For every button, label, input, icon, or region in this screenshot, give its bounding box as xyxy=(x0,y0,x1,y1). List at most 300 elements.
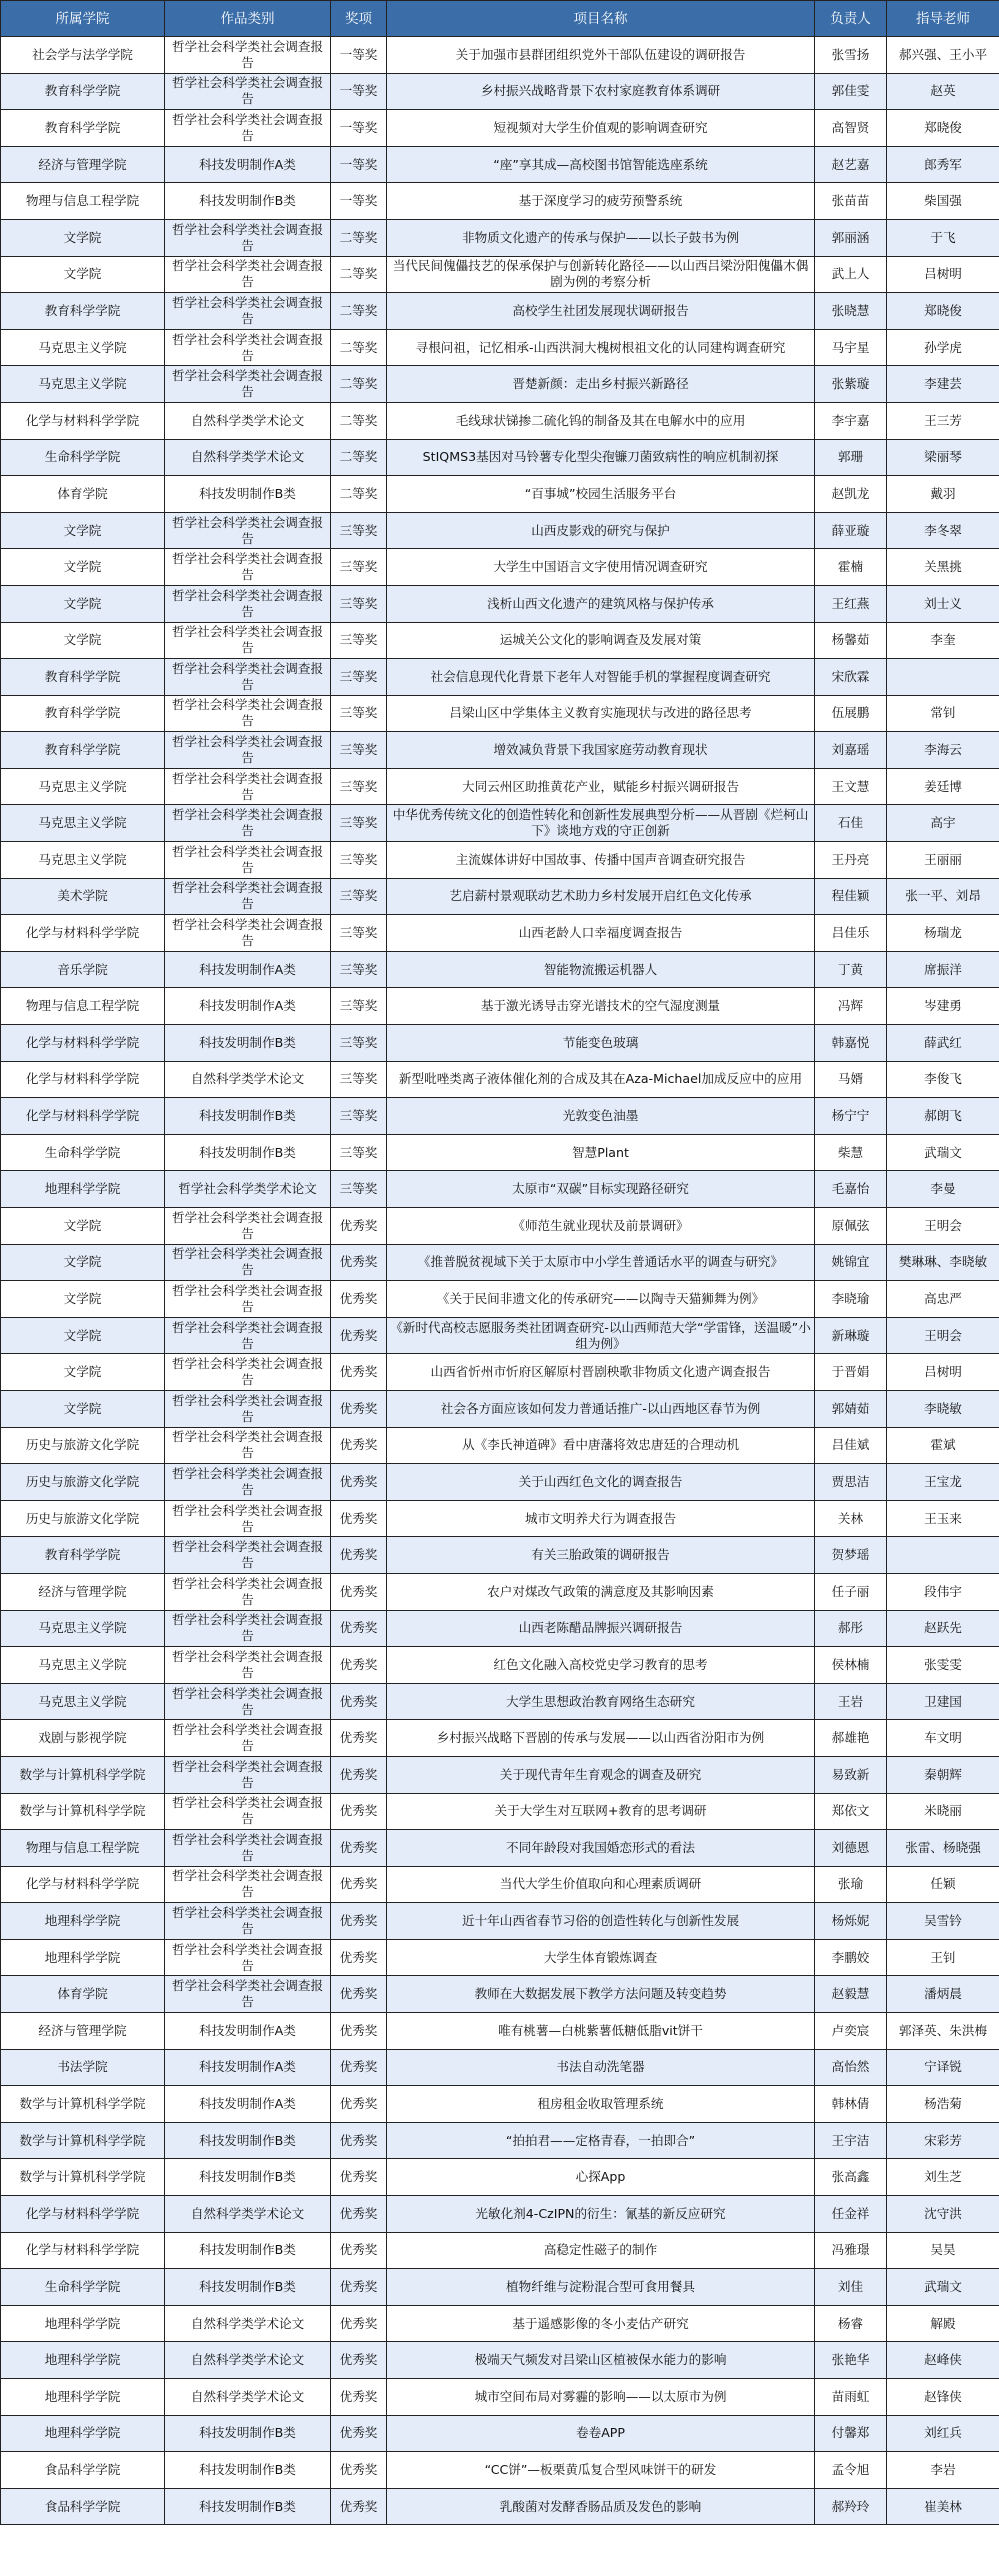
award-cell: 优秀奖 xyxy=(331,1756,387,1793)
college-cell: 文学院 xyxy=(1,1390,165,1427)
table-row xyxy=(1,366,999,403)
category-cell: 自然科学类学术论文 xyxy=(165,1061,331,1098)
table-row xyxy=(1,37,999,74)
leader-cell: 张高鑫 xyxy=(815,2159,887,2196)
award-cell: 一等奖 xyxy=(331,146,387,183)
table-row xyxy=(1,1390,999,1427)
category-cell: 哲学社会科学类社会调查报告 xyxy=(165,1647,331,1684)
college-cell: 化学与材料科学学院 xyxy=(1,915,165,952)
award-cell: 优秀奖 xyxy=(331,1427,387,1464)
advisor-cell: 张雷、杨晓强 xyxy=(887,1830,999,1867)
leader-cell: 张瑜 xyxy=(815,1866,887,1903)
college-cell: 文学院 xyxy=(1,219,165,256)
leader-cell: 韩嘉悦 xyxy=(815,1025,887,1062)
leader-cell: 霍楠 xyxy=(815,549,887,586)
leader-cell: 赵凯龙 xyxy=(815,476,887,513)
leader-cell: 刘德恩 xyxy=(815,1830,887,1867)
advisor-cell: 李晓敏 xyxy=(887,1390,999,1427)
project-name-cell: 浅析山西文化遗产的建筑风格与保护传承 xyxy=(387,585,815,622)
table-row xyxy=(1,1903,999,1940)
table-row xyxy=(1,2305,999,2342)
category-cell: 哲学社会科学类社会调查报告 xyxy=(165,1208,331,1245)
category-cell: 哲学社会科学类社会调查报告 xyxy=(165,1793,331,1830)
college-cell: 文学院 xyxy=(1,549,165,586)
category-cell: 自然科学类学术论文 xyxy=(165,439,331,476)
advisor-cell: 吴昊 xyxy=(887,2232,999,2269)
table-row xyxy=(1,2488,999,2525)
college-cell: 美术学院 xyxy=(1,878,165,915)
leader-cell: 任子丽 xyxy=(815,1573,887,1610)
project-name-cell: 艺启薪村景观联动艺术助力乡村发展开启红色文化传承 xyxy=(387,878,815,915)
award-cell: 一等奖 xyxy=(331,37,387,74)
award-cell: 三等奖 xyxy=(331,988,387,1025)
table-row xyxy=(1,1500,999,1537)
category-cell: 哲学社会科学类社会调查报告 xyxy=(165,110,331,147)
college-cell: 马克思主义学院 xyxy=(1,805,165,842)
table-row xyxy=(1,1939,999,1976)
project-name-cell: 运城关公文化的影响调查及发展对策 xyxy=(387,622,815,659)
award-cell: 优秀奖 xyxy=(331,1573,387,1610)
award-cell: 优秀奖 xyxy=(331,2269,387,2306)
category-cell: 自然科学类学术论文 xyxy=(165,2196,331,2233)
award-cell: 优秀奖 xyxy=(331,1903,387,1940)
project-name-cell: 教师在大数据发展下教学方法问题及转变趋势 xyxy=(387,1976,815,2013)
college-cell: 数学与计算机科学学院 xyxy=(1,1793,165,1830)
award-cell: 优秀奖 xyxy=(331,1464,387,1501)
table-row xyxy=(1,2196,999,2233)
award-cell: 优秀奖 xyxy=(331,2049,387,2086)
advisor-cell: 武瑞文 xyxy=(887,1134,999,1171)
leader-cell: 冯辉 xyxy=(815,988,887,1025)
table-row xyxy=(1,1976,999,2013)
table-row xyxy=(1,1866,999,1903)
project-name-cell: 毛线球状锑掺二硫化钨的制备及其在电解水中的应用 xyxy=(387,402,815,439)
college-cell: 经济与管理学院 xyxy=(1,2013,165,2050)
leader-cell: 吕佳乐 xyxy=(815,915,887,952)
category-cell: 哲学社会科学类学术论文 xyxy=(165,1171,331,1208)
advisor-cell: 张雯雯 xyxy=(887,1647,999,1684)
leader-cell: 韩林倩 xyxy=(815,2086,887,2123)
award-cell: 三等奖 xyxy=(331,549,387,586)
leader-cell: 张紫璇 xyxy=(815,366,887,403)
college-cell: 化学与材料科学学院 xyxy=(1,1025,165,1062)
table-row xyxy=(1,1244,999,1281)
college-cell: 文学院 xyxy=(1,622,165,659)
category-cell: 哲学社会科学类社会调查报告 xyxy=(165,732,331,769)
advisor-cell: 赵峰侠 xyxy=(887,2342,999,2379)
college-cell: 物理与信息工程学院 xyxy=(1,988,165,1025)
leader-cell: 于晋娟 xyxy=(815,1354,887,1391)
category-cell: 哲学社会科学类社会调查报告 xyxy=(165,1866,331,1903)
project-name-cell: 大学生体育锻炼调查 xyxy=(387,1939,815,1976)
award-cell: 优秀奖 xyxy=(331,1390,387,1427)
project-name-cell: 《师范生就业现状及前景调研》 xyxy=(387,1208,815,1245)
project-name-cell: 有关三胎政策的调研报告 xyxy=(387,1537,815,1574)
leader-cell: 张苗苗 xyxy=(815,183,887,220)
leader-cell: 王红燕 xyxy=(815,585,887,622)
award-cell: 二等奖 xyxy=(331,439,387,476)
table-row xyxy=(1,219,999,256)
header-row xyxy=(1,1,999,37)
college-cell: 数学与计算机科学学院 xyxy=(1,2159,165,2196)
college-cell: 文学院 xyxy=(1,1244,165,1281)
project-name-cell: StIQMS3基因对马铃薯专化型尖孢镰刀菌致病性的响应机制初探 xyxy=(387,439,815,476)
project-name-cell: 基于遥感影像的冬小麦估产研究 xyxy=(387,2305,815,2342)
advisor-cell: 赵锋侠 xyxy=(887,2379,999,2416)
table-row xyxy=(1,622,999,659)
project-name-cell: 当代民间傀儡技艺的保承保护与创新转化路径——以山西吕梁汾阳傀儡木偶剧为例的考察分析 xyxy=(387,256,815,293)
advisor-cell: 宁译锐 xyxy=(887,2049,999,2086)
college-cell: 物理与信息工程学院 xyxy=(1,183,165,220)
college-cell: 马克思主义学院 xyxy=(1,329,165,366)
advisor-cell: 崔美林 xyxy=(887,2488,999,2525)
category-cell: 哲学社会科学类社会调查报告 xyxy=(165,366,331,403)
award-cell: 优秀奖 xyxy=(331,2342,387,2379)
leader-cell: 伍展鹏 xyxy=(815,695,887,732)
college-cell: 文学院 xyxy=(1,1354,165,1391)
advisor-cell: 霍斌 xyxy=(887,1427,999,1464)
college-cell: 历史与旅游文化学院 xyxy=(1,1464,165,1501)
advisor-cell: 吕树明 xyxy=(887,1354,999,1391)
category-cell: 哲学社会科学类社会调查报告 xyxy=(165,329,331,366)
project-name-cell: 山西老陈醋品牌振兴调研报告 xyxy=(387,1610,815,1647)
leader-cell: 毛嘉怡 xyxy=(815,1171,887,1208)
college-cell: 教育科学学院 xyxy=(1,659,165,696)
award-cell: 二等奖 xyxy=(331,476,387,513)
advisor-cell: 秦朝辉 xyxy=(887,1756,999,1793)
category-cell: 科技发明制作B类 xyxy=(165,183,331,220)
college-cell: 化学与材料科学学院 xyxy=(1,1866,165,1903)
category-cell: 哲学社会科学类社会调查报告 xyxy=(165,512,331,549)
college-cell: 地理科学学院 xyxy=(1,2342,165,2379)
category-cell: 哲学社会科学类社会调查报告 xyxy=(165,878,331,915)
award-cell: 优秀奖 xyxy=(331,2488,387,2525)
table-row xyxy=(1,768,999,805)
category-cell: 哲学社会科学类社会调查报告 xyxy=(165,585,331,622)
advisor-cell: 王玉来 xyxy=(887,1500,999,1537)
project-name-cell: 山西省忻州市忻府区解原村晋剧秧歌非物质文化遗产调查报告 xyxy=(387,1354,815,1391)
leader-cell: 郭丽涵 xyxy=(815,219,887,256)
project-name-cell: 智慧Plant xyxy=(387,1134,815,1171)
college-cell: 马克思主义学院 xyxy=(1,1610,165,1647)
project-name-cell: 光敦变色油墨 xyxy=(387,1098,815,1135)
college-cell: 书法学院 xyxy=(1,2049,165,2086)
advisor-cell: 杨浩菊 xyxy=(887,2086,999,2123)
leader-cell: 张雪扬 xyxy=(815,37,887,74)
advisor-cell: 李奎 xyxy=(887,622,999,659)
category-cell: 自然科学类学术论文 xyxy=(165,2342,331,2379)
leader-cell: 郑依文 xyxy=(815,1793,887,1830)
table-row xyxy=(1,1683,999,1720)
table-row xyxy=(1,1830,999,1867)
advisor-cell: 郑晓俊 xyxy=(887,293,999,330)
award-cell: 三等奖 xyxy=(331,585,387,622)
leader-cell: 高智贤 xyxy=(815,110,887,147)
leader-cell: 王岩 xyxy=(815,1683,887,1720)
award-cell: 三等奖 xyxy=(331,659,387,696)
leader-cell: 郭珊 xyxy=(815,439,887,476)
award-cell: 二等奖 xyxy=(331,293,387,330)
table-row xyxy=(1,1208,999,1245)
project-name-cell: 基于深度学习的疲劳预警系统 xyxy=(387,183,815,220)
leader-cell: 易致新 xyxy=(815,1756,887,1793)
college-cell: 教育科学学院 xyxy=(1,73,165,110)
advisor-cell: 李俊飞 xyxy=(887,1061,999,1098)
category-cell: 科技发明制作B类 xyxy=(165,476,331,513)
college-cell: 化学与材料科学学院 xyxy=(1,402,165,439)
project-name-cell: 租房租金收取管理系统 xyxy=(387,2086,815,2123)
college-cell: 教育科学学院 xyxy=(1,1537,165,1574)
leader-cell: 宋欣霖 xyxy=(815,659,887,696)
award-cell: 优秀奖 xyxy=(331,1281,387,1318)
project-name-cell: 高稳定性磁子的制作 xyxy=(387,2232,815,2269)
advisor-cell xyxy=(887,659,999,696)
award-cell: 优秀奖 xyxy=(331,1830,387,1867)
category-cell: 科技发明制作B类 xyxy=(165,1025,331,1062)
category-cell: 哲学社会科学类社会调查报告 xyxy=(165,1464,331,1501)
project-name-cell: 短视频对大学生价值观的影响调查研究 xyxy=(387,110,815,147)
table-row xyxy=(1,1573,999,1610)
project-name-cell: 心探App xyxy=(387,2159,815,2196)
advisor-cell: 梁丽琴 xyxy=(887,439,999,476)
college-cell: 文学院 xyxy=(1,1208,165,1245)
college-cell: 数学与计算机科学学院 xyxy=(1,2122,165,2159)
leader-cell: 杨烁妮 xyxy=(815,1903,887,1940)
college-cell: 化学与材料科学学院 xyxy=(1,1061,165,1098)
award-cell: 三等奖 xyxy=(331,878,387,915)
project-name-cell: 新型吡唑类离子液体催化剂的合成及其在Aza-Michael加成反应中的应用 xyxy=(387,1061,815,1098)
college-cell: 地理科学学院 xyxy=(1,1939,165,1976)
advisor-cell: 杨瑞龙 xyxy=(887,915,999,952)
advisor-cell: 刘生芝 xyxy=(887,2159,999,2196)
advisor-cell: 赵英 xyxy=(887,73,999,110)
project-name-cell: 高校学生社团发展现状调研报告 xyxy=(387,293,815,330)
college-cell: 体育学院 xyxy=(1,476,165,513)
advisor-cell: 戴羽 xyxy=(887,476,999,513)
category-cell: 科技发明制作A类 xyxy=(165,951,331,988)
project-name-cell: 农户对煤改气政策的满意度及其影响因素 xyxy=(387,1573,815,1610)
category-cell: 哲学社会科学类社会调查报告 xyxy=(165,805,331,842)
project-name-cell: 社会信息现代化背景下老年人对智能手机的掌握程度调查研究 xyxy=(387,659,815,696)
table-row xyxy=(1,146,999,183)
leader-cell: 杨宁宁 xyxy=(815,1098,887,1135)
advisor-cell: 郎秀军 xyxy=(887,146,999,183)
category-cell: 科技发明制作A类 xyxy=(165,2049,331,2086)
table-row xyxy=(1,476,999,513)
category-cell: 哲学社会科学类社会调查报告 xyxy=(165,256,331,293)
advisor-cell: 吕树明 xyxy=(887,256,999,293)
leader-cell: 姚锦宜 xyxy=(815,1244,887,1281)
project-name-cell: 增效减负背景下我国家庭劳动教育现状 xyxy=(387,732,815,769)
leader-cell: 石佳 xyxy=(815,805,887,842)
award-cell: 优秀奖 xyxy=(331,1208,387,1245)
table-row xyxy=(1,732,999,769)
advisor-cell: 张一平、刘昂 xyxy=(887,878,999,915)
project-name-cell: “百事城”校园生活服务平台 xyxy=(387,476,815,513)
category-cell: 哲学社会科学类社会调查报告 xyxy=(165,1390,331,1427)
category-cell: 哲学社会科学类社会调查报告 xyxy=(165,73,331,110)
project-name-cell: “座”享其成—高校图书馆智能选座系统 xyxy=(387,146,815,183)
college-cell: 马克思主义学院 xyxy=(1,366,165,403)
leader-cell: 丁黄 xyxy=(815,951,887,988)
table-row xyxy=(1,110,999,147)
project-name-cell: 书法自动洗笔器 xyxy=(387,2049,815,2086)
project-name-cell: 当代大学生价值取向和心理素质调研 xyxy=(387,1866,815,1903)
leader-cell: 王文慧 xyxy=(815,768,887,805)
award-cell: 优秀奖 xyxy=(331,1793,387,1830)
advisor-cell: 郝朗飞 xyxy=(887,1098,999,1135)
leader-cell: 郭佳雯 xyxy=(815,73,887,110)
award-cell: 优秀奖 xyxy=(331,1939,387,1976)
category-cell: 哲学社会科学类社会调查报告 xyxy=(165,768,331,805)
project-name-cell: 近十年山西省春节习俗的创造性转化与创新性发展 xyxy=(387,1903,815,1940)
award-cell: 优秀奖 xyxy=(331,2086,387,2123)
table-row xyxy=(1,183,999,220)
leader-cell: 冯雅璟 xyxy=(815,2232,887,2269)
category-cell: 哲学社会科学类社会调查报告 xyxy=(165,37,331,74)
header-award: 奖项 xyxy=(331,1,387,37)
college-cell: 化学与材料科学学院 xyxy=(1,1098,165,1135)
category-cell: 科技发明制作B类 xyxy=(165,1098,331,1135)
category-cell: 科技发明制作B类 xyxy=(165,1134,331,1171)
table-row xyxy=(1,2086,999,2123)
award-cell: 三等奖 xyxy=(331,1171,387,1208)
award-cell: 优秀奖 xyxy=(331,2305,387,2342)
leader-cell: 王丹亮 xyxy=(815,842,887,879)
college-cell: 历史与旅游文化学院 xyxy=(1,1500,165,1537)
college-cell: 马克思主义学院 xyxy=(1,1683,165,1720)
project-name-cell: 大学生中国语言文字使用情况调查研究 xyxy=(387,549,815,586)
leader-cell: 柴慧 xyxy=(815,1134,887,1171)
advisor-cell: 姜廷博 xyxy=(887,768,999,805)
college-cell: 生命科学学院 xyxy=(1,2269,165,2306)
project-name-cell: “拍拍君——定格青春，一拍即合” xyxy=(387,2122,815,2159)
leader-cell: 李晓瑜 xyxy=(815,1281,887,1318)
project-name-cell: 唯有桃薯—白桃紫薯低糖低脂vit饼干 xyxy=(387,2013,815,2050)
table-row xyxy=(1,805,999,842)
college-cell: 数学与计算机科学学院 xyxy=(1,2086,165,2123)
category-cell: 哲学社会科学类社会调查报告 xyxy=(165,1976,331,2013)
award-cell: 优秀奖 xyxy=(331,1354,387,1391)
college-cell: 教育科学学院 xyxy=(1,110,165,147)
advisor-cell: 车文明 xyxy=(887,1720,999,1757)
category-cell: 哲学社会科学类社会调查报告 xyxy=(165,1830,331,1867)
leader-cell: 原佩弦 xyxy=(815,1208,887,1245)
award-cell: 三等奖 xyxy=(331,1061,387,1098)
project-name-cell: 非物质文化遗产的传承与保护——以长子鼓书为例 xyxy=(387,219,815,256)
award-cell: 优秀奖 xyxy=(331,1500,387,1537)
project-name-cell: 寻根问祖，记忆相承-山西洪洞大槐树根祖文化的认同建构调查研究 xyxy=(387,329,815,366)
category-cell: 哲学社会科学类社会调查报告 xyxy=(165,1244,331,1281)
table-row xyxy=(1,1464,999,1501)
category-cell: 哲学社会科学类社会调查报告 xyxy=(165,695,331,732)
college-cell: 教育科学学院 xyxy=(1,732,165,769)
college-cell: 马克思主义学院 xyxy=(1,768,165,805)
category-cell: 科技发明制作A类 xyxy=(165,988,331,1025)
award-cell: 优秀奖 xyxy=(331,1244,387,1281)
award-cell: 三等奖 xyxy=(331,915,387,952)
category-cell: 科技发明制作B类 xyxy=(165,2159,331,2196)
project-name-cell: 山西皮影戏的研究与保护 xyxy=(387,512,815,549)
advisor-cell: 刘红兵 xyxy=(887,2415,999,2452)
table-row xyxy=(1,1793,999,1830)
college-cell: 生命科学学院 xyxy=(1,1134,165,1171)
project-name-cell: 智能物流搬运机器人 xyxy=(387,951,815,988)
category-cell: 哲学社会科学类社会调查报告 xyxy=(165,1573,331,1610)
award-cell: 一等奖 xyxy=(331,110,387,147)
project-name-cell: 从《李氏神道碑》看中唐藩将效忠唐廷的合理动机 xyxy=(387,1427,815,1464)
leader-cell: 任金祥 xyxy=(815,2196,887,2233)
leader-cell: 关林 xyxy=(815,1500,887,1537)
college-cell: 化学与材料科学学院 xyxy=(1,2196,165,2233)
award-cell: 三等奖 xyxy=(331,768,387,805)
award-cell: 优秀奖 xyxy=(331,2196,387,2233)
category-cell: 哲学社会科学类社会调查报告 xyxy=(165,1756,331,1793)
advisor-cell: 卫建国 xyxy=(887,1683,999,1720)
category-cell: 哲学社会科学类社会调查报告 xyxy=(165,219,331,256)
project-name-cell: 乳酸菌对发酵香肠品质及发色的影响 xyxy=(387,2488,815,2525)
college-cell: 地理科学学院 xyxy=(1,2379,165,2416)
college-cell: 生命科学学院 xyxy=(1,439,165,476)
project-name-cell: 《新时代高校志愿服务类社团调查研究-以山西师范大学“学雷锋，送温暖”小组为例》 xyxy=(387,1317,815,1354)
table-row xyxy=(1,695,999,732)
advisor-cell xyxy=(887,1537,999,1574)
category-cell: 哲学社会科学类社会调查报告 xyxy=(165,1537,331,1574)
table-row xyxy=(1,329,999,366)
table-row xyxy=(1,1281,999,1318)
category-cell: 科技发明制作B类 xyxy=(165,2269,331,2306)
advisor-cell: 李建芸 xyxy=(887,366,999,403)
project-name-cell: 城市空间布局对雾霾的影响——以太原市为例 xyxy=(387,2379,815,2416)
table-row xyxy=(1,2122,999,2159)
category-cell: 哲学社会科学类社会调查报告 xyxy=(165,1610,331,1647)
table-row xyxy=(1,659,999,696)
college-cell: 地理科学学院 xyxy=(1,2305,165,2342)
header-advisor: 指导老师 xyxy=(887,1,999,37)
leader-cell: 新琳璇 xyxy=(815,1317,887,1354)
college-cell: 文学院 xyxy=(1,585,165,622)
category-cell: 哲学社会科学类社会调查报告 xyxy=(165,1683,331,1720)
header-category: 作品类别 xyxy=(165,1,331,37)
table-row xyxy=(1,256,999,293)
award-cell: 二等奖 xyxy=(331,256,387,293)
table-row xyxy=(1,585,999,622)
leader-cell: 赵毅慧 xyxy=(815,1976,887,2013)
college-cell: 地理科学学院 xyxy=(1,1903,165,1940)
header-college: 所属学院 xyxy=(1,1,165,37)
advisor-cell: 武瑞文 xyxy=(887,2269,999,2306)
award-cell: 优秀奖 xyxy=(331,1537,387,1574)
table-row xyxy=(1,951,999,988)
advisor-cell: 郭泽英、朱洪梅 xyxy=(887,2013,999,2050)
table-row xyxy=(1,2342,999,2379)
table-row xyxy=(1,549,999,586)
award-cell: 三等奖 xyxy=(331,1134,387,1171)
advisor-cell: 解殿 xyxy=(887,2305,999,2342)
category-cell: 科技发明制作B类 xyxy=(165,2488,331,2525)
college-cell: 地理科学学院 xyxy=(1,2415,165,2452)
college-cell: 物理与信息工程学院 xyxy=(1,1830,165,1867)
leader-cell: 郝彤 xyxy=(815,1610,887,1647)
leader-cell: 孟令旭 xyxy=(815,2452,887,2489)
category-cell: 科技发明制作B类 xyxy=(165,2452,331,2489)
advisor-cell: 吴雪钤 xyxy=(887,1903,999,1940)
advisor-cell: 常钊 xyxy=(887,695,999,732)
leader-cell: 侯林楠 xyxy=(815,1647,887,1684)
award-cell: 优秀奖 xyxy=(331,1610,387,1647)
leader-cell: 王宇洁 xyxy=(815,2122,887,2159)
leader-cell: 贾思洁 xyxy=(815,1464,887,1501)
